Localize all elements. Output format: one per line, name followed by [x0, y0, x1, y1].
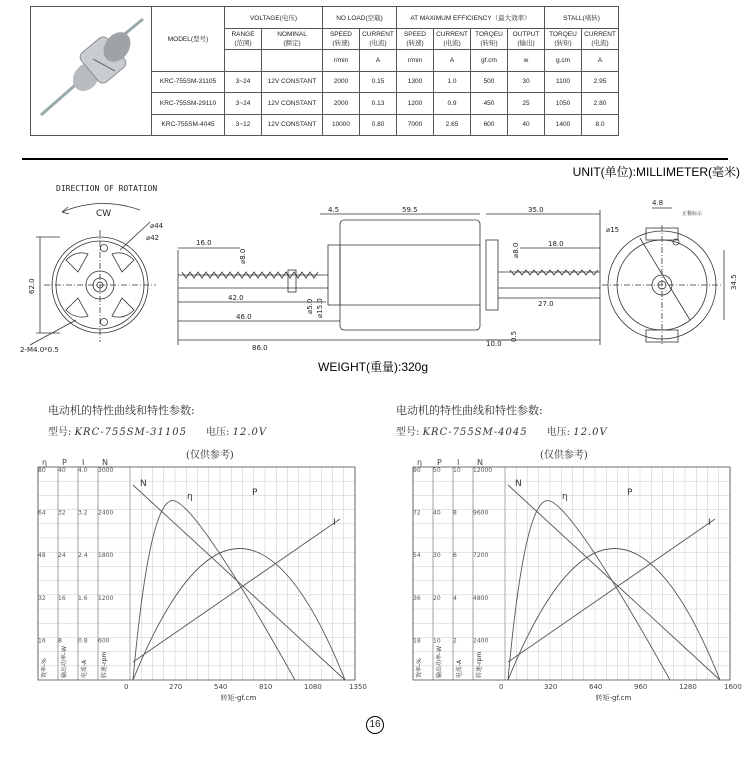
- axis-tick-label: 40: [58, 467, 66, 474]
- axis-tick-label: 6: [453, 552, 457, 560]
- column-header: [323, 28, 360, 50]
- unit-cell: w: [508, 50, 545, 72]
- table-cell: 2000: [323, 71, 360, 93]
- model-cell: KRC-755SM-4045: [152, 114, 225, 136]
- axis-tick-label: 16: [58, 594, 66, 602]
- column-header-en: SPEED: [329, 30, 353, 38]
- axis-tick-label: 4: [453, 594, 457, 602]
- column-header-en: CURRENT: [436, 30, 468, 38]
- model-header: MODEL(型号): [152, 7, 225, 72]
- noload-group-header: NO LOAD(空载): [323, 7, 397, 29]
- axis-tick-label: 16: [38, 637, 46, 645]
- table-cell: 10000: [323, 114, 360, 136]
- axis-title: 效率-%: [41, 658, 48, 678]
- x-tick-label: 1080: [304, 683, 322, 691]
- table-cell: 0.9: [434, 93, 471, 115]
- dim-text: 86.0: [252, 344, 268, 352]
- voltage-group-header: VOLTAGE(电压): [225, 7, 323, 29]
- curve-label: P: [627, 488, 633, 498]
- axis-title: 电流-A: [81, 659, 88, 678]
- model-prefix: 型号:: [48, 427, 72, 438]
- axis-name: P: [62, 458, 67, 467]
- dim-text: 10.0: [486, 340, 502, 348]
- unit-cell: r/min: [397, 50, 434, 72]
- unit-cell: A: [434, 50, 471, 72]
- table-cell: 30: [508, 71, 545, 93]
- chart-1: [0, 455, 375, 705]
- dim-text: 16.0: [196, 239, 212, 247]
- dim-text: ⌀5.0: [306, 298, 314, 314]
- voltage-value: 12.0V: [232, 427, 268, 438]
- dim-text: 4.5: [328, 206, 340, 214]
- table-cell: 1400: [545, 114, 582, 136]
- axis-name: N: [477, 458, 483, 467]
- voltage-value: 12.0V: [573, 427, 608, 438]
- table-cell: 1300: [397, 71, 434, 93]
- axis-tick-label: 2400: [473, 637, 489, 645]
- x-tick-label: 1600: [724, 683, 742, 691]
- chart-2-note: (仅供参考): [540, 450, 588, 461]
- power-curve: [133, 549, 345, 681]
- axis-title: 转速-rpm: [476, 651, 483, 678]
- voltage-prefix: 电压:: [206, 427, 230, 438]
- axis-name: I: [82, 458, 85, 467]
- unit-cell: r/min: [323, 50, 360, 72]
- table-cell: 0.13: [360, 93, 397, 115]
- curve-label: η: [562, 492, 568, 502]
- table-cell: 500: [471, 71, 508, 93]
- dim-text: 62.0: [28, 278, 36, 294]
- axis-tick-label: 18: [413, 637, 421, 645]
- column-header-en: CURRENT: [584, 30, 616, 38]
- dim-text: 42.0: [228, 294, 244, 302]
- axis-title: 电流-A: [456, 659, 463, 678]
- table-cell: 2000: [323, 93, 360, 115]
- axis-tick-label: 30: [433, 552, 441, 560]
- rear-note: 正极标示: [682, 211, 703, 217]
- dim-text: 2-M4.0*0.5: [20, 346, 59, 354]
- column-header-cn: (电流): [369, 39, 387, 47]
- axis-tick-label: 90: [413, 467, 421, 474]
- chart-2-heading: 电动机的特性曲线和特性参数:: [396, 404, 543, 417]
- column-header-cn: (输出): [517, 39, 535, 47]
- column-header-cn: (范围): [234, 39, 252, 47]
- x-tick-label: 320: [544, 683, 558, 691]
- dim-text: 59.5: [402, 206, 418, 214]
- axis-tick-label: 10: [433, 637, 441, 645]
- dim-text: ⌀42: [146, 234, 160, 242]
- axis-tick-label: 7200: [473, 552, 489, 560]
- maxeff-group-header: AT MAXIMUM EFFICIENCY（最大效率）: [397, 7, 545, 29]
- axis-name: N: [102, 458, 108, 467]
- table-cell: 1200: [397, 93, 434, 115]
- chart-1-note: (仅供参考): [186, 450, 234, 461]
- axis-tick-label: 600: [98, 637, 110, 645]
- axis-tick-label: 32: [58, 509, 66, 517]
- axis-tick-label: 2: [453, 637, 457, 645]
- dim-text: 0.5: [510, 330, 518, 342]
- dim-text: 27.0: [538, 300, 554, 308]
- dimension-drawing: [0, 190, 750, 360]
- table-cell: 0.15: [360, 71, 397, 93]
- column-header: [471, 28, 508, 50]
- x-tick-label: 960: [634, 683, 648, 691]
- unit-cell: A: [582, 50, 619, 72]
- column-header-cn: (转速): [332, 39, 350, 47]
- table-cell: 2.65: [434, 114, 471, 136]
- dim-text: 35.0: [528, 206, 544, 214]
- axis-tick-label: 9600: [473, 509, 489, 517]
- axis-tick-label: 64: [38, 509, 46, 517]
- efficiency-curve: [508, 501, 670, 680]
- axis-tick-label: 36: [413, 594, 421, 602]
- speed-curve: [508, 485, 720, 680]
- column-header-cn: (额定): [283, 39, 301, 47]
- plot-frame: [38, 467, 355, 680]
- x-tick-label: 1280: [679, 683, 697, 691]
- model-cell: KRC-755SM-31105: [152, 71, 225, 93]
- axis-name: P: [437, 458, 442, 467]
- table-cell: 8.0: [582, 114, 619, 136]
- axis-tick-label: 12000: [473, 467, 493, 474]
- x-tick-label: 0: [124, 683, 129, 691]
- axis-tick-label: 8: [453, 509, 457, 517]
- motor-body-outline: [340, 220, 480, 330]
- axis-tick-label: 24: [58, 552, 66, 560]
- column-header-cn: (转速): [406, 39, 424, 47]
- direction-label: DIRECTION OF ROTATION: [56, 184, 158, 193]
- axis-title: 输出功率-W: [61, 645, 68, 678]
- column-header: [262, 28, 323, 50]
- table-cell: 3~12: [225, 114, 262, 136]
- column-header-en: TORQEU: [549, 30, 577, 38]
- motor-photo: [31, 7, 152, 136]
- table-cell: 3~24: [225, 93, 262, 115]
- axis-title: 输出功率-W: [436, 645, 443, 678]
- table-cell: 7000: [397, 114, 434, 136]
- x-tick-label: 540: [214, 683, 228, 691]
- curve-label: η: [187, 492, 193, 502]
- column-header: [225, 28, 262, 50]
- unit-label: UNIT(单位):MILLIMETER(毫米): [572, 165, 740, 179]
- unit-cell: gf.cm: [471, 50, 508, 72]
- axis-tick-label: 8: [58, 637, 62, 645]
- x-tick-label: 1350: [349, 683, 367, 691]
- voltage-prefix: 电压:: [546, 427, 571, 438]
- curve-label: P: [252, 488, 258, 498]
- column-header: [508, 28, 545, 50]
- rotation-text: CW: [96, 209, 112, 219]
- curve-label: N: [140, 479, 147, 489]
- chart-1-heading: 电动机的特性曲线和特性参数:: [48, 404, 195, 417]
- x-tick-label: 0: [499, 683, 504, 691]
- dim-text: 46.0: [236, 313, 252, 321]
- column-header-en: NOMINAL: [277, 30, 307, 38]
- curve-label: I: [708, 518, 711, 528]
- axis-tick-label: 72: [413, 509, 421, 517]
- table-cell: 1100: [545, 71, 582, 93]
- axis-tick-label: 4.0: [78, 467, 88, 474]
- plot-frame: [413, 467, 730, 680]
- unit-cell: [262, 50, 323, 72]
- axis-tick-label: 2.4: [78, 552, 88, 560]
- axis-tick-label: 40: [433, 509, 441, 517]
- dim-text: ⌀8.0: [512, 242, 520, 258]
- motor-photo-image: [31, 7, 151, 133]
- axis-name: η: [42, 458, 48, 467]
- x-axis-label: 转矩-gf.cm: [220, 694, 257, 702]
- dim-text: ⌀15.0: [316, 298, 324, 318]
- column-header: [397, 28, 434, 50]
- section-divider: [22, 158, 728, 160]
- axis-tick-label: 50: [433, 467, 441, 474]
- dim-text: ⌀8.0: [239, 248, 247, 264]
- current-curve: [508, 519, 715, 662]
- model-name: KRC-755SM-4045: [422, 427, 528, 438]
- axis-tick-label: 54: [413, 552, 421, 560]
- column-header-en: OUTPUT: [512, 30, 540, 38]
- axis-tick-label: 4800: [473, 594, 489, 602]
- table-cell: 600: [471, 114, 508, 136]
- efficiency-curve: [133, 501, 295, 680]
- column-header: [360, 28, 397, 50]
- table-cell: 3~24: [225, 71, 262, 93]
- weight-label: WEIGHT(重量):320g: [318, 360, 429, 374]
- model-name: KRC-755SM-31105: [74, 427, 187, 438]
- model-cell: KRC-755SM-29110: [152, 93, 225, 115]
- column-header-en: TORQEU: [475, 30, 503, 38]
- model-prefix: 型号:: [396, 427, 420, 438]
- axis-tick-label: 3000: [98, 467, 114, 474]
- chart-2-model-line: [396, 423, 608, 438]
- table-cell: 12V CONSTANT: [262, 93, 323, 115]
- axis-tick-label: 20: [433, 594, 441, 602]
- table-cell: 0.80: [360, 114, 397, 136]
- column-header-cn: (转矩): [480, 39, 498, 47]
- column-header: [545, 28, 582, 50]
- dim-text: ⌀44: [150, 222, 164, 230]
- column-header-en: CURRENT: [362, 30, 394, 38]
- page-number: 16: [366, 716, 384, 734]
- table-cell: 450: [471, 93, 508, 115]
- axis-title: 效率-%: [416, 658, 423, 678]
- column-header-cn: (电流): [443, 39, 461, 47]
- dim-text: ⌀15: [606, 226, 620, 234]
- dim-text: 4.8: [652, 199, 664, 207]
- table-cell: 12V CONSTANT: [262, 114, 323, 136]
- axis-name: I: [457, 458, 460, 467]
- current-curve: [133, 519, 340, 662]
- column-header-en: RANGE: [231, 30, 255, 38]
- dim-text: 34.5: [730, 274, 738, 290]
- axis-title: 转速-rpm: [101, 651, 108, 678]
- axis-tick-label: 0.8: [78, 637, 88, 645]
- power-curve: [508, 549, 720, 681]
- table-cell: 1050: [545, 93, 582, 115]
- x-tick-label: 810: [259, 683, 273, 691]
- table-cell: 40: [508, 114, 545, 136]
- unit-cell: [225, 50, 262, 72]
- table-cell: 25: [508, 93, 545, 115]
- axis-tick-label: 32: [38, 594, 46, 602]
- axis-tick-label: 1800: [98, 552, 114, 560]
- axis-tick-label: 3.2: [78, 509, 88, 517]
- column-header-cn: (转矩): [554, 39, 572, 47]
- axis-tick-label: 1.6: [78, 594, 88, 602]
- table-cell: 2.80: [582, 93, 619, 115]
- curve-label: I: [333, 518, 336, 528]
- axis-tick-label: 10: [453, 467, 461, 474]
- speed-curve: [133, 485, 345, 680]
- x-axis-label: 转矩-gf.cm: [595, 694, 632, 702]
- axis-name: η: [417, 458, 423, 467]
- column-header-cn: (电流): [591, 39, 609, 47]
- dim-text: 18.0: [548, 240, 564, 248]
- column-header-en: SPEED: [403, 30, 427, 38]
- axis-tick-label: 48: [38, 552, 46, 560]
- unit-cell: A: [360, 50, 397, 72]
- column-header: [582, 28, 619, 50]
- axis-tick-label: 80: [38, 467, 46, 474]
- unit-cell: g.cm: [545, 50, 582, 72]
- x-tick-label: 270: [169, 683, 183, 691]
- axis-tick-label: 1200: [98, 594, 114, 602]
- table-cell: 2.95: [582, 71, 619, 93]
- axis-tick-label: 2400: [98, 509, 114, 517]
- curve-label: N: [515, 479, 522, 489]
- column-header: [434, 28, 471, 50]
- spec-table: [30, 6, 619, 136]
- chart-1-model-line: [48, 423, 267, 438]
- table-cell: 12V CONSTANT: [262, 71, 323, 93]
- table-cell: 1.0: [434, 71, 471, 93]
- stall-group-header: STALL(堵转): [545, 7, 619, 29]
- x-tick-label: 640: [589, 683, 603, 691]
- chart-2: [375, 455, 750, 705]
